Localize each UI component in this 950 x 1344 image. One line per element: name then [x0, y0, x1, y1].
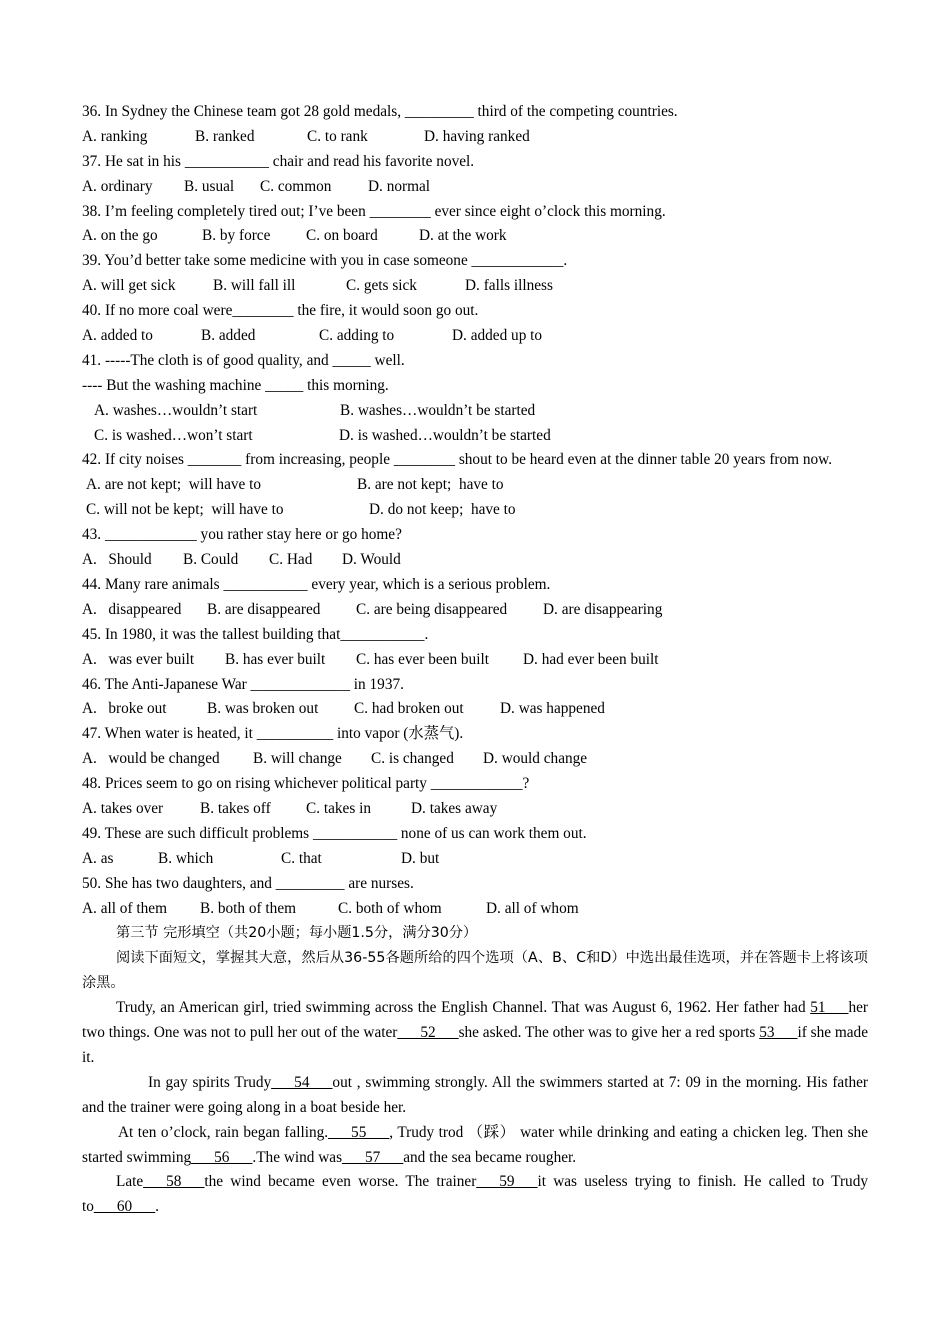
- question-39-stem: 39. You’d better take some medicine with you in case someone ____________.: [82, 252, 568, 270]
- question-41-stem: 41. -----The cloth is of good quality, and _____ well.: [82, 351, 405, 369]
- passage-text: and the sea became rougher.: [403, 1148, 577, 1166]
- option: A. as: [82, 849, 114, 867]
- passage-text: it was useless trying to finish. He called to Trudy to: [82, 1173, 868, 1216]
- passage-text: her two things. One was not to pull her out of the water: [82, 999, 868, 1042]
- option: B. will fall ill: [213, 277, 296, 295]
- option: B. ranked: [195, 127, 255, 145]
- blank-56: ___56___: [191, 1148, 253, 1166]
- option: D. having ranked: [424, 127, 530, 145]
- option: A. takes over: [82, 799, 164, 817]
- option: C. both of whom: [338, 899, 442, 917]
- option: D. are disappearing: [543, 600, 663, 618]
- option: D. was happened: [500, 700, 605, 718]
- option: B. usual: [184, 177, 235, 195]
- question-38-stem: 38. I’m feeling completely tired out; I’ve been ________ ever since eight o’clock this morning.: [82, 202, 666, 220]
- option: D. takes away: [411, 799, 498, 817]
- option: B. which: [158, 849, 214, 867]
- question-41-options-row1: [82, 399, 868, 424]
- option: A. on the go: [82, 227, 158, 245]
- option: B. washes…wouldn’t be started: [340, 401, 536, 419]
- blank-58: ___58___: [143, 1173, 205, 1191]
- option: B. by force: [202, 227, 271, 245]
- blank-59: ___59___: [476, 1173, 538, 1191]
- option: C. are being disappeared: [356, 600, 508, 618]
- passage-text: she asked. The other was to give her a red sports: [458, 1024, 760, 1042]
- option: A. would be changed: [82, 750, 220, 768]
- question-42-options-row1: [82, 473, 868, 498]
- option: C. that: [281, 849, 322, 867]
- option: B. was broken out: [207, 700, 319, 718]
- option: B. will change: [253, 750, 342, 768]
- question-37-options: [82, 175, 868, 200]
- question-43-options: [82, 548, 868, 573]
- option: D. is washed…wouldn’t be started: [339, 426, 551, 444]
- question-48-stem: 48. Prices seem to go on rising whichever political party ____________?: [82, 775, 530, 793]
- option: A. added to: [82, 327, 153, 345]
- option: A. all of them: [82, 899, 167, 917]
- option: A. broke out: [82, 700, 167, 718]
- option: D. all of whom: [486, 899, 579, 917]
- option: C. has ever been built: [356, 650, 489, 668]
- option: C. will not be kept; will have to: [86, 501, 284, 519]
- passage-paragraph-2: [82, 1071, 868, 1121]
- option: D. do not keep; have to: [369, 501, 516, 519]
- option: D. but: [401, 849, 440, 867]
- question-45-options: [82, 648, 868, 673]
- passage-text: At ten o’clock, rain began falling.: [118, 1123, 329, 1141]
- question-48-options: [82, 797, 868, 822]
- question-38-options: [82, 224, 868, 249]
- option: C. Had: [269, 551, 313, 569]
- option: B. both of them: [200, 899, 297, 917]
- passage-text: , Trudy trod （踩） water while drinking and eating a chicken leg. Then she started swimming: [82, 1123, 868, 1166]
- question-42-options-row2: [82, 498, 868, 523]
- blank-57: ___57___: [342, 1148, 404, 1166]
- option: C. had broken out: [354, 700, 464, 718]
- passage-paragraph-1: [82, 996, 868, 1071]
- option: B. takes off: [200, 799, 271, 817]
- option: D. normal: [368, 177, 431, 195]
- option: D. falls illness: [465, 277, 553, 295]
- passage-text: if she made it.: [82, 1024, 868, 1066]
- passage-paragraph-4: [82, 1170, 868, 1220]
- question-40-stem: 40. If no more coal were________ the fire, it would soon go out.: [82, 302, 479, 320]
- blank-55: ___55___: [328, 1123, 390, 1141]
- option: B. added: [201, 327, 256, 345]
- passage-text: Late: [116, 1173, 144, 1191]
- question-41-stem-reply: ---- But the washing machine _____ this morning.: [82, 376, 389, 394]
- blank-54: ___54___: [271, 1073, 333, 1091]
- passage-text: the wind became even worse. The trainer: [204, 1173, 477, 1191]
- option: D. added up to: [452, 327, 543, 345]
- section-heading: 第三节 完形填空（共20小题；每小题1.5分，满分30分）: [116, 925, 478, 942]
- section-instruction: 阅读下面短文，掌握其大意，然后从36-55各题所给的四个选项（A、B、C和D）中选出最佳选项，并在答题卡上将该项涂黑。: [82, 950, 868, 992]
- option: D. Would: [342, 551, 401, 569]
- question-50-options: [82, 897, 868, 922]
- question-36-options: [82, 125, 868, 150]
- passage-text: .The wind was: [252, 1148, 343, 1166]
- option: C. adding to: [319, 327, 395, 345]
- option: D. had ever been built: [523, 650, 659, 668]
- question-44-stem: 44. Many rare animals ___________ every year, which is a serious problem.: [82, 575, 551, 593]
- option: C. is washed…won’t start: [94, 426, 253, 444]
- passage-text: out , swimming strongly. All the swimmers started at 7: 09 in the morning. His father and the trainer were going along in a boat beside her.: [82, 1073, 868, 1116]
- option: C. common: [260, 177, 332, 195]
- option: A. disappeared: [82, 600, 182, 618]
- question-45-stem: 45. In 1980, it was the tallest building that___________.: [82, 625, 429, 643]
- question-46-stem: 46. The Anti-Japanese War _____________ in 1937.: [82, 675, 404, 693]
- option: C. gets sick: [346, 277, 417, 295]
- passage-text: .: [155, 1198, 159, 1216]
- blank-51: 51___: [810, 999, 849, 1017]
- option: C. is changed: [371, 750, 454, 768]
- question-41-options-row2: [82, 424, 868, 449]
- option: D. at the work: [419, 227, 507, 245]
- blank-60: ___60___: [93, 1198, 156, 1216]
- option: B. are disappeared: [207, 600, 321, 618]
- option: B. has ever built: [225, 650, 326, 668]
- passage-text: Trudy, an American girl, tried swimming across the English Channel. That was August 6, 1962. Her father had: [116, 999, 811, 1017]
- question-49-stem: 49. These are such difficult problems ___________ none of us can work them out.: [82, 824, 587, 842]
- passage-text: In gay spirits Trudy: [148, 1073, 272, 1091]
- blank-53: 53___: [759, 1024, 798, 1042]
- option: C. to rank: [307, 127, 368, 145]
- option: C. on board: [306, 227, 378, 245]
- option: B. Could: [183, 551, 239, 569]
- question-39-options: [82, 274, 868, 299]
- question-44-options: [82, 598, 868, 623]
- option: A. washes…wouldn’t start: [94, 401, 258, 419]
- question-40-options: [82, 324, 868, 349]
- option: A. Should: [82, 551, 152, 569]
- question-46-options: [82, 697, 868, 722]
- option: D. would change: [483, 750, 588, 768]
- option: A. are not kept; will have to: [86, 476, 262, 494]
- option: A. will get sick: [82, 277, 176, 295]
- option: A. ranking: [82, 127, 148, 145]
- question-36-stem: 36. In Sydney the Chinese team got 28 gold medals, _________ third of the competing countries.: [82, 103, 678, 120]
- question-50-stem: 50. She has two daughters, and _________ are nurses.: [82, 874, 414, 892]
- question-49-options: [82, 847, 868, 872]
- option: B. are not kept; have to: [357, 476, 504, 494]
- question-42-stem: 42. If city noises _______ from increasing, people ________ shout to be heard even at the dinner table 20 years from now.: [82, 451, 833, 469]
- question-47-options: [82, 747, 868, 772]
- question-37-stem: 37. He sat in his ___________ chair and read his favorite novel.: [82, 152, 475, 170]
- passage-paragraph-3: [82, 1121, 868, 1171]
- option: A. was ever built: [82, 650, 195, 668]
- question-47-stem: 47. When water is heated, it __________ into vapor (水蒸气).: [82, 725, 464, 743]
- option: C. takes in: [306, 799, 372, 817]
- exam-page: [82, 100, 868, 1220]
- option: A. ordinary: [82, 177, 153, 195]
- blank-52: ___52___: [397, 1024, 459, 1042]
- question-43-stem: 43. ____________ you rather stay here or go home?: [82, 526, 402, 544]
